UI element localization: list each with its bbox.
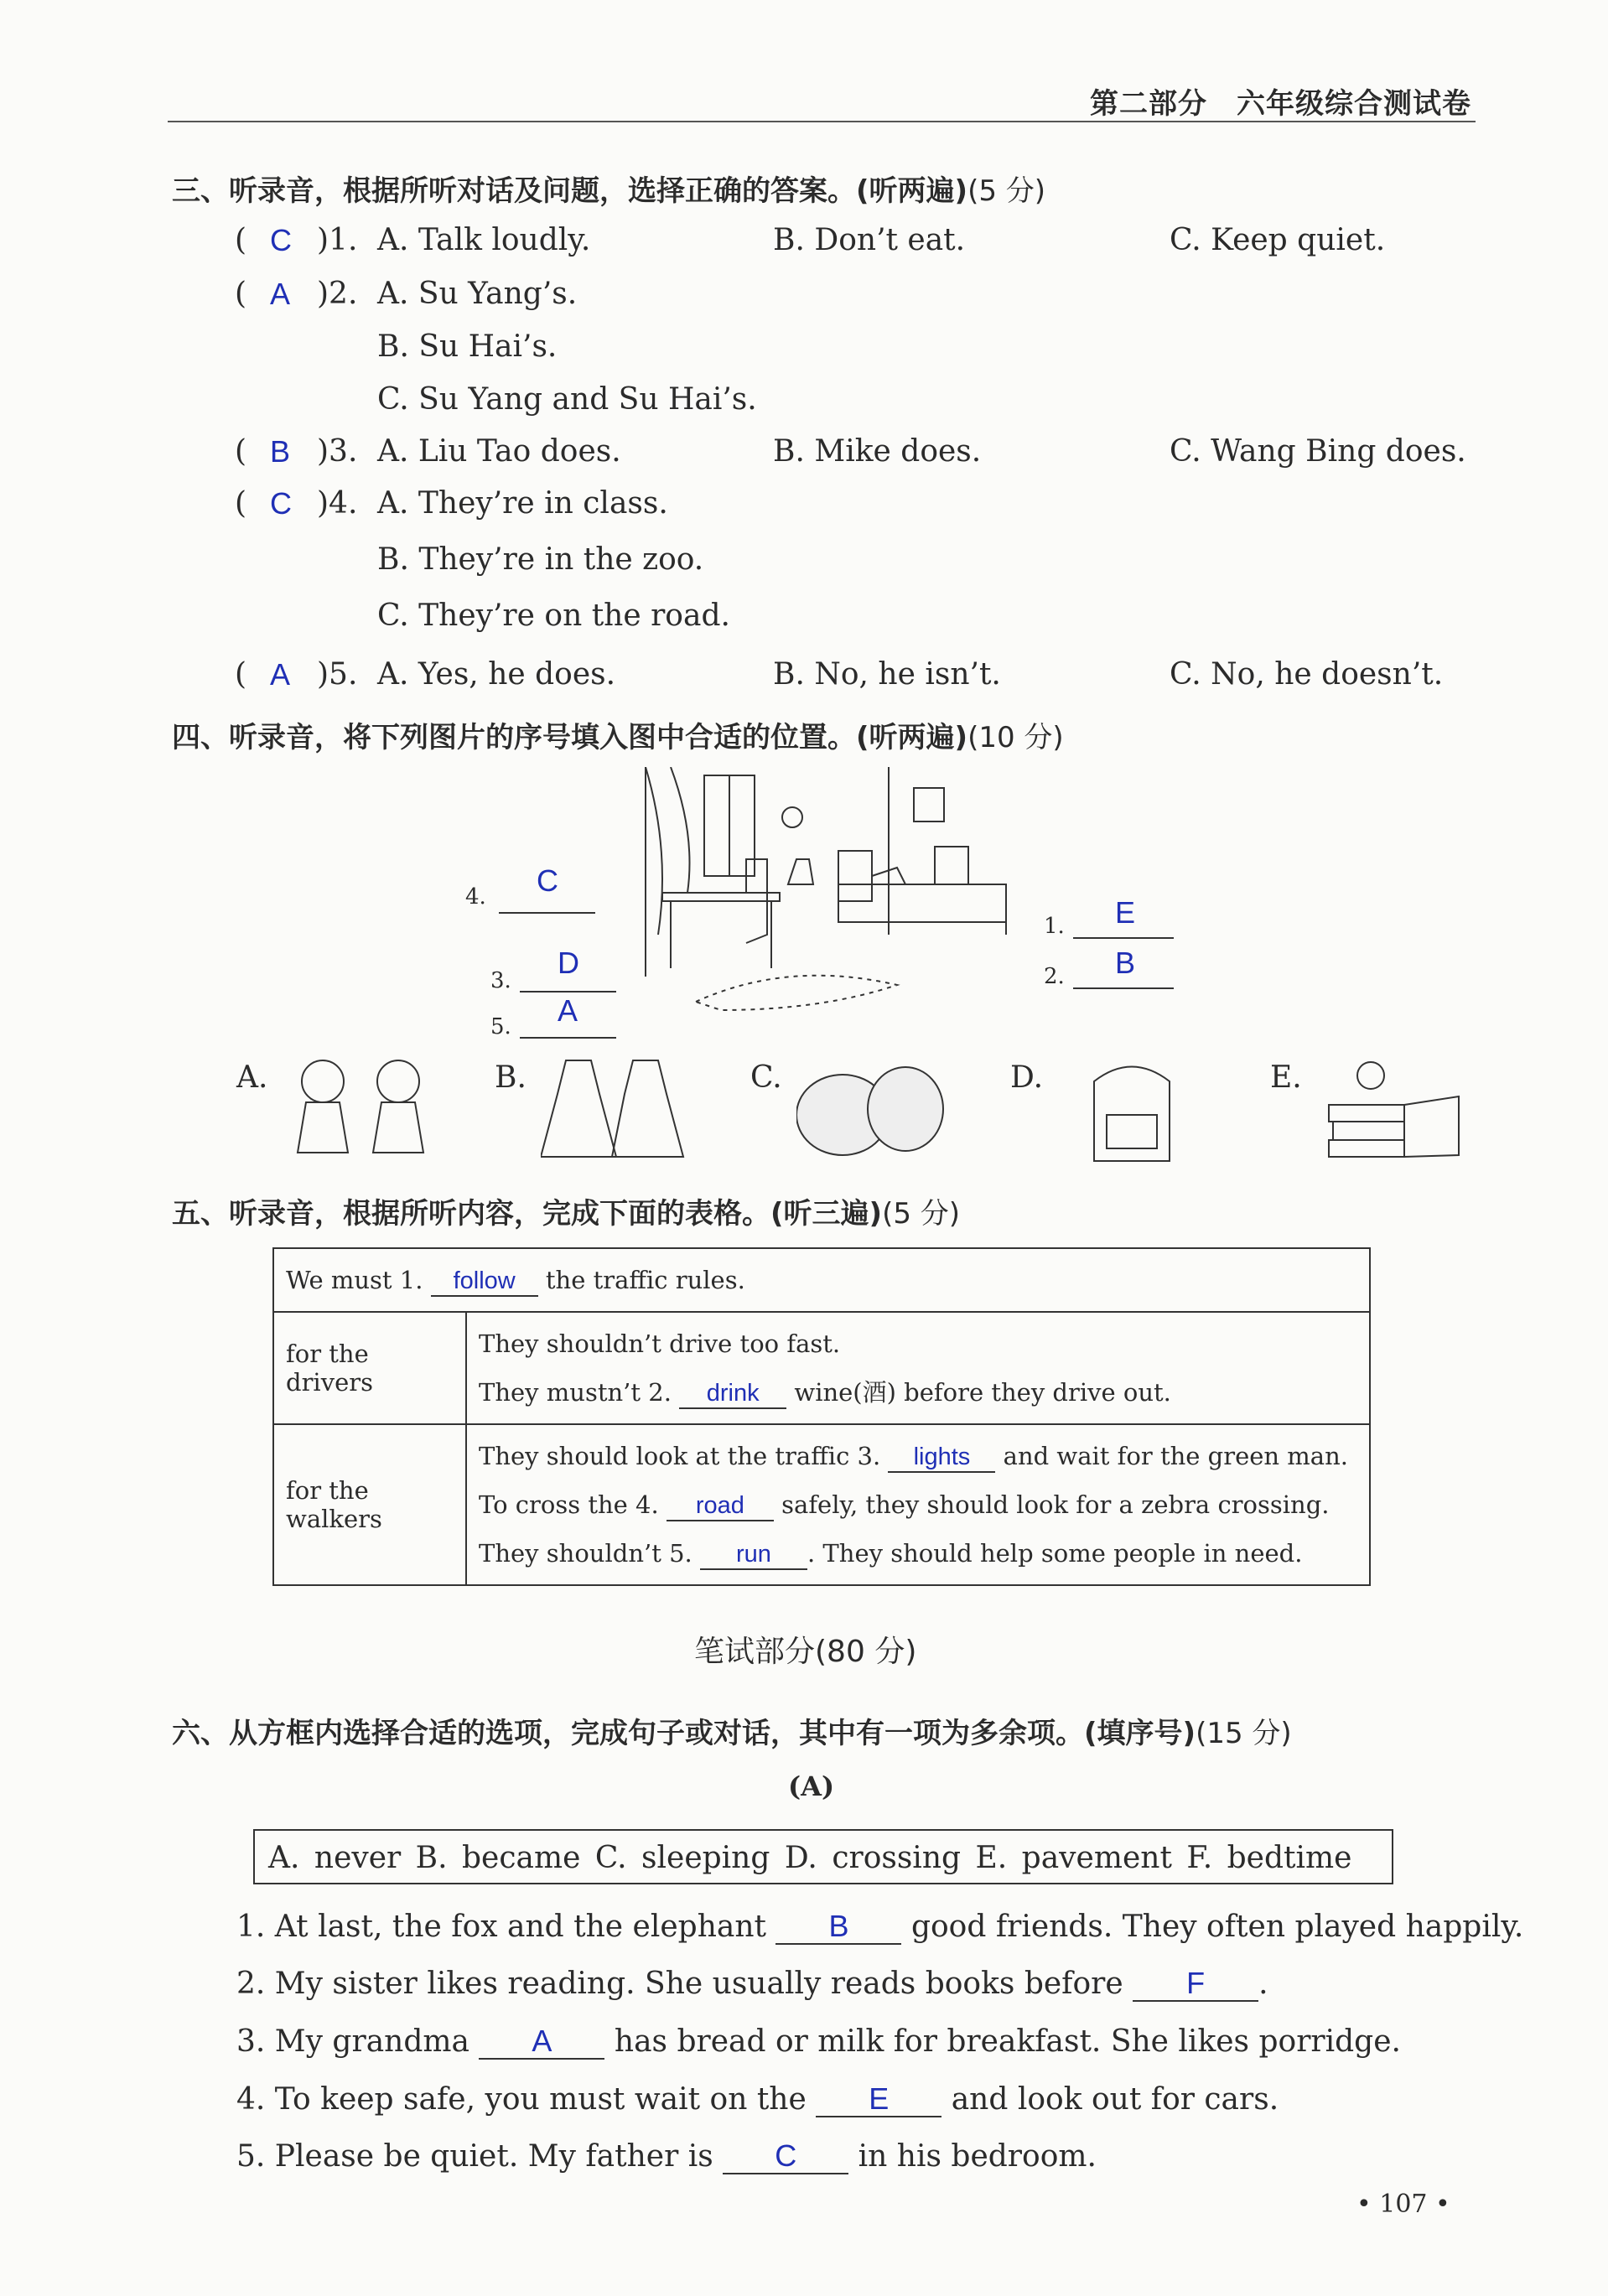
q-num: )2. [317,277,358,311]
dolls-picture [281,1052,449,1161]
slot-answer: B [1115,946,1136,980]
potatoes-picture [796,1060,947,1161]
option-label-d: D. [1010,1060,1044,1095]
option-b: B. Mike does. [773,434,982,469]
header-rule [168,121,1476,122]
q-num: )3. [317,434,358,469]
answer: C [270,486,292,521]
blank-4: road [667,1494,774,1521]
blank-3: lights [888,1445,995,1473]
answer: C [270,223,292,257]
row1-pre: We must 1. [286,1266,423,1294]
option-a: A. They’re in class. [377,486,668,521]
option-b: B. Don’t eat. [773,223,966,257]
walkers-line3 [479,1529,1357,1578]
table-row [273,1424,1370,1585]
sentence-2 [236,1967,1268,2002]
slot-num: 4. [465,884,486,910]
walkers-line3-post: . They should help some people in need. [807,1539,1303,1568]
blank-5: run [700,1542,807,1570]
sentence-4 [236,2082,1279,2117]
sentence-pre: 3. My grandma [236,2024,469,2059]
option-c: C. They’re on the road. [377,599,730,633]
slot-answer: C [537,863,558,898]
traffic-rules-table [272,1247,1371,1586]
blank-2: drink [679,1381,786,1409]
table-cell [466,1312,1370,1424]
drivers-line2-pre: They mustn’t 2. [479,1378,672,1407]
option-label-e: E. [1270,1060,1302,1095]
blank-answer: B [775,1911,901,1945]
option-b: B. Su Hai’s. [377,329,558,364]
section6-points: (15 分) [1196,1717,1292,1750]
blank-answer: F [1133,1968,1258,2002]
walkers-line1 [479,1432,1357,1480]
sentence-post: in his bedroom. [858,2139,1097,2174]
option-label-a: A. [236,1060,268,1095]
option-c: C. No, he doesn’t. [1170,657,1444,692]
slot-answer: D [558,946,579,980]
paren: ( [235,486,247,521]
answer: B [270,434,291,469]
blank-line [499,912,595,914]
blank-line [520,991,616,993]
option-c: C. Su Yang and Su Hai’s. [377,382,757,417]
section4-title [172,714,1064,755]
option-b: B. They’re in the zoo. [377,542,704,577]
option-c: C. Wang Bing does. [1170,434,1466,469]
table-cell [273,1248,1370,1312]
sentence-1 [236,1910,1523,1945]
slot-num: 5. [490,1014,511,1039]
sentence-5 [236,2139,1097,2174]
option-label-b: B. [495,1060,526,1095]
written-points: (80 分) [815,1635,917,1669]
sentence-3 [236,2024,1401,2060]
sentence-pre: 4. To keep safe, you must wait on the [236,2082,807,2117]
blank-line [1073,987,1174,989]
section6-title [172,1710,1292,1751]
section5-heading: 五、听录音，根据所听内容，完成下面的表格。(听三遍) [172,1197,883,1231]
sentence-post: . [1258,1967,1268,2001]
slot-num: 3. [490,968,511,993]
written-heading: 笔试部分 [694,1635,816,1669]
option-c: C. Keep quiet. [1170,223,1386,257]
blank-answer: A [479,2026,604,2060]
drivers-line2-post: wine(酒) before they drive out. [794,1378,1171,1407]
bedroom-illustration [620,767,1056,1035]
part-label: (A) [788,1770,835,1802]
option-a: A. Talk loudly. [377,223,591,257]
option-a: A. Liu Tao does. [377,434,621,469]
table-row [273,1312,1370,1424]
section3-title [172,168,1045,209]
walkers-line2 [479,1480,1357,1529]
section5-title [172,1190,960,1231]
drivers-label: for the drivers [273,1312,466,1424]
sentence-post: and look out for cars. [951,2082,1279,2117]
walkers-line3-pre: They shouldn’t 5. [479,1539,692,1568]
drivers-line1: They shouldn’t drive too fast. [479,1329,841,1358]
option-label-c: C. [750,1060,782,1095]
paren: ( [235,657,247,692]
q-num: )5. [317,657,358,692]
sentence-pre: 5. Please be quiet. My father is [236,2139,713,2174]
answer: A [270,277,291,311]
blank-line [1073,937,1174,939]
page-header: 第二部分 六年级综合测试卷 [1090,87,1471,121]
q-num: )4. [317,486,358,521]
slot-answer: A [558,993,578,1028]
sentence-post: good friends. They often played happily. [910,1910,1524,1944]
section4-points: (10 分) [967,721,1064,754]
section6-heading: 六、从方框内选择合适的选项，完成句子或对话，其中有一项为多余项。(填序号) [172,1717,1196,1750]
walkers-line1-pre: They should look at the traffic 3. [479,1442,881,1470]
drivers-line2 [479,1368,1357,1417]
toys-box-picture [1325,1055,1467,1164]
option-a: A. Su Yang’s. [377,277,578,311]
sentence-post: has bread or milk for breakfast. She likes porridge. [614,2024,1401,2059]
walkers-line1-post: and wait for the green man. [1003,1442,1348,1470]
blank-line [520,1037,616,1039]
walkers-line2-pre: To cross the 4. [479,1490,659,1519]
section4-heading: 四、听录音，将下列图片的序号填入图中合适的位置。(听两遍) [172,721,968,754]
slot-answer: E [1115,895,1136,930]
q-num: )1. [317,223,358,257]
walkers-label: for the walkers [273,1424,466,1585]
table-cell [466,1424,1370,1585]
blank-answer: E [816,2084,941,2117]
option-a: A. Yes, he does. [377,657,616,692]
paren: ( [235,434,247,469]
paren: ( [235,277,247,311]
blank-1: follow [431,1269,538,1297]
dresses-picture [541,1052,692,1161]
section3-heading: 三、听录音，根据所听对话及问题，选择正确的答案。(听两遍) [172,174,968,208]
blank-answer: C [723,2141,848,2174]
slot-num: 2. [1044,964,1065,989]
sentence-pre: 2. My sister likes reading. She usually reads books before [236,1967,1123,2001]
paren: ( [235,223,247,257]
walkers-line2-post: safely, they should look for a zebra crossing. [781,1490,1330,1519]
word-bank-box: A. never B. became C. sleeping D. crossing E. pavement F. bedtime [253,1829,1393,1884]
slot-num: 1. [1044,914,1065,939]
row1-post: the traffic rules. [545,1266,745,1294]
backpack-picture [1082,1056,1182,1165]
table-row [273,1248,1370,1312]
section3-points: (5 分) [967,174,1046,208]
written-part-title [694,1628,916,1671]
sentence-pre: 1. At last, the fox and the elephant [236,1910,767,1944]
answer: A [270,657,291,692]
section5-points: (5 分) [882,1197,961,1231]
page-number: • 107 • [1356,2190,1450,2219]
option-b: B. No, he isn’t. [773,657,1001,692]
